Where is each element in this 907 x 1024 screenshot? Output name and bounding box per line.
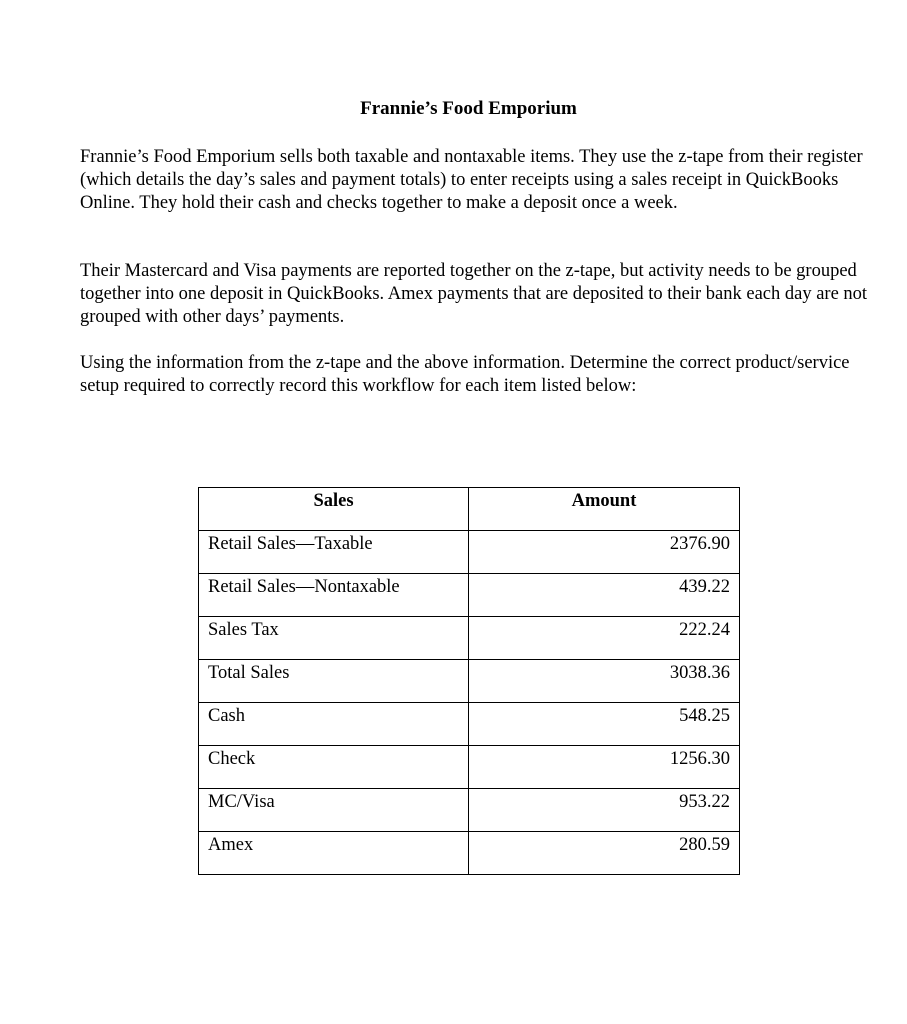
table-header-row [199,488,740,531]
row-amount: 280.59 [469,832,740,875]
table-row [199,660,740,703]
row-label: Check [199,746,469,789]
table-row [199,746,740,789]
page-title: Frannie’s Food Emporium [360,98,577,119]
intro-paragraph: Frannie’s Food Emporium sells both taxable and nontaxable items. They use the z-tape from their register (which details the day’s sales and payment totals) to enter receipts using a sales receipt in QuickBooks Online. They hold their cash and checks together to make a deposit once a week. [80,147,863,213]
instructions-paragraph: Using the information from the z-tape and the above information. Determine the correct product/service setup required to correctly record this workflow for each item listed below: [80,353,850,396]
row-label: Total Sales [199,660,469,703]
row-amount: 222.24 [469,617,740,660]
row-label: Sales Tax [199,617,469,660]
row-amount: 439.22 [469,574,740,617]
z-tape-table [198,487,740,875]
table-row [199,832,740,875]
payment-grouping-paragraph: Their Mastercard and Visa payments are reported together on the z-tape, but activity needs to be grouped together into one deposit in QuickBooks. Amex payments that are deposited to their bank each day are not grouped with other days’ payments. [80,261,868,327]
row-amount: 953.22 [469,789,740,832]
row-label: Retail Sales—Nontaxable [199,574,469,617]
table-row [199,789,740,832]
row-amount: 548.25 [469,703,740,746]
row-label: MC/Visa [199,789,469,832]
table-row [199,703,740,746]
table-row [199,531,740,574]
row-label: Cash [199,703,469,746]
row-amount: 1256.30 [469,746,740,789]
row-label: Amex [199,832,469,875]
sales-column-header: Sales [199,488,469,531]
row-amount: 2376.90 [469,531,740,574]
amount-column-header: Amount [469,488,740,531]
row-label: Retail Sales—Taxable [199,531,469,574]
table-row [199,574,740,617]
row-amount: 3038.36 [469,660,740,703]
table-row [199,617,740,660]
